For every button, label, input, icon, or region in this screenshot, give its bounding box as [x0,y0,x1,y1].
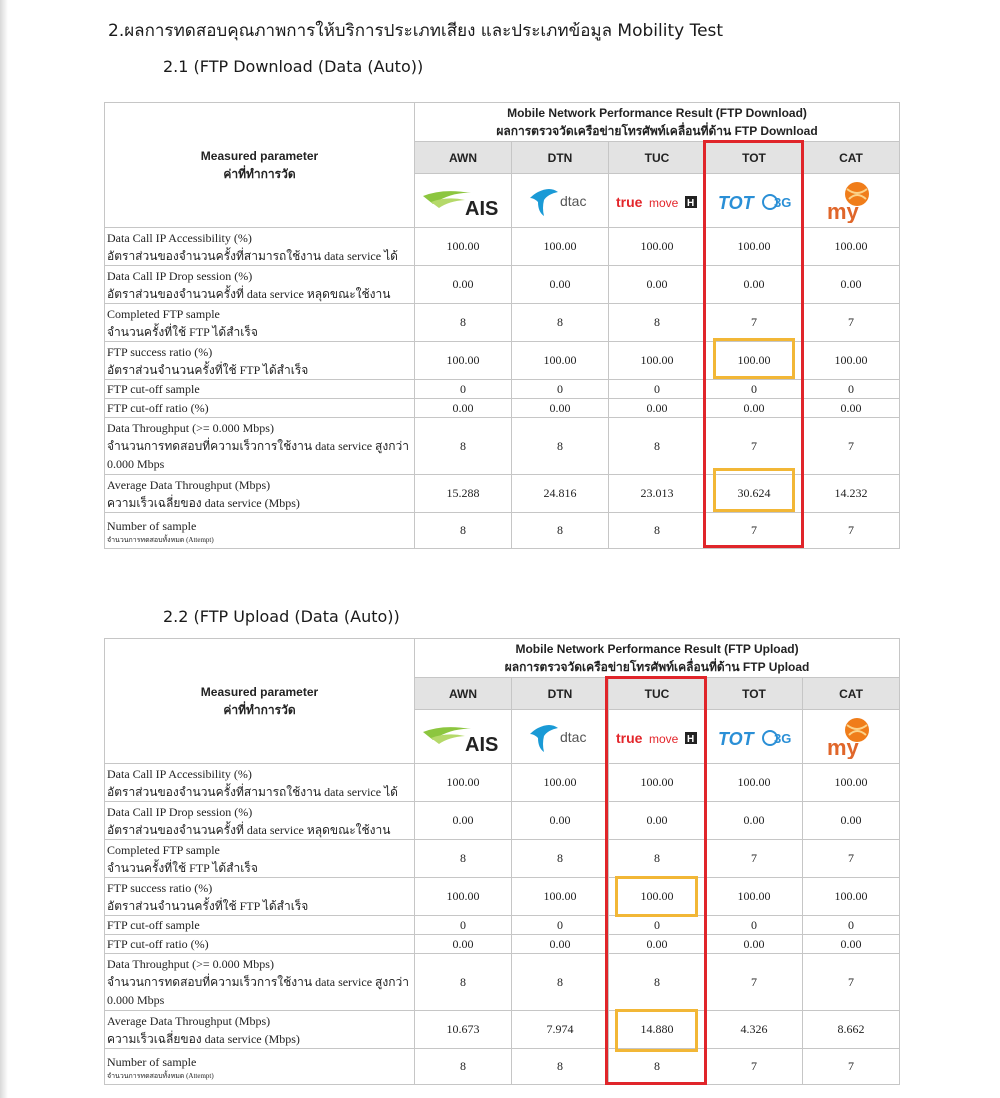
value-tuc: 0.00 [609,399,706,418]
value-tot: 0.00 [706,935,803,954]
value-tuc: 100.00 [609,228,706,266]
value-cat: 7 [803,954,900,1011]
value-dtn: 8 [512,513,609,549]
param-th-cont: 0.000 Mbps [107,993,165,1007]
subsection-title-upload: 2.2 (FTP Upload (Data (Auto)) [163,607,400,626]
highlight-tot-avg-throughput [713,468,795,512]
my-logo [803,710,900,764]
value-cat: 0.00 [803,802,900,840]
value-tot: 0.00 [706,399,803,418]
table-row [105,878,900,916]
param-en: Number of sample [107,1054,197,1069]
value-tot: 7 [706,954,803,1011]
table-row [105,764,900,802]
param-en: Data Throughput (>= 0.000 Mbps) [107,957,274,971]
value-awn: 10.673 [415,1011,512,1049]
truemove-logo [609,174,706,228]
section-heading: 2.ผลการทดสอบคุณภาพการให้บริการประเภทเสียง และประเภทข้อมูล Mobility Test [108,21,724,41]
svg-text:H: H [687,733,695,745]
param-en: FTP success ratio (%) [107,344,213,359]
value-awn: 8 [415,513,512,549]
param-th: จำนวนการทดสอบที่ความเร็วการใช้งาน data service สูงกว่า [107,975,409,989]
value-tot: 100.00 [706,228,803,266]
value-awn: 15.288 [415,475,512,513]
operator-header-cat: CAT [803,142,900,174]
svg-text:move: move [649,195,679,210]
value-awn: 100.00 [415,878,512,916]
param-cell [105,304,415,342]
value-tuc: 0.00 [609,935,706,954]
param-th: อัตราส่วนของจำนวนครั้งที่สามารถใช้งาน data service ได้ [107,784,398,799]
my-logo-icon [809,715,893,759]
param-cell [105,878,415,916]
value-dtn: 8 [512,1049,609,1085]
value-awn: 8 [415,954,512,1011]
value-cat: 100.00 [803,878,900,916]
param-cell [105,802,415,840]
param-cell [105,935,415,954]
param-th: จำนวนการทดสอบที่ความเร็วการใช้งาน data service สูงกว่า [107,439,409,453]
tot-logo-icon [712,718,796,756]
subsection-title-download: 2.1 (FTP Download (Data (Auto)) [163,57,424,76]
param-cell [105,954,415,1011]
operator-header-dtn: DTN [512,142,609,174]
param-cell [105,418,415,475]
operator-header-tuc: TUC [609,678,706,710]
value-tuc: 8 [609,1049,706,1085]
value-dtn: 100.00 [512,228,609,266]
value-cat: 7 [803,418,900,475]
operator-header-tot: TOT [706,142,803,174]
param-en: Average Data Throughput (Mbps) [107,1013,271,1028]
svg-text:dtac: dtac [560,192,587,209]
svg-text:true: true [616,193,643,210]
table-title-en: Mobile Network Performance Result (FTP Download) [507,106,807,120]
param-en: FTP cut-off sample [107,918,200,932]
value-awn: 0.00 [415,266,512,304]
value-tot: 7 [706,1049,803,1085]
svg-text:H: H [687,197,695,209]
value-tuc: 8 [609,513,706,549]
value-awn: 0.00 [415,399,512,418]
value-dtn: 0.00 [512,935,609,954]
value-dtn: 0.00 [512,399,609,418]
ais-logo-icon [421,182,505,220]
param-th: อัตราส่วนของจำนวนครั้งที่สามารถใช้งาน data service ได้ [107,248,398,263]
param-cell [105,916,415,935]
value-dtn: 8 [512,418,609,475]
value-cat: 7 [803,1049,900,1085]
value-tot: 0.00 [706,802,803,840]
param-th: ความเร็วเฉลี่ยของ data service (Mbps) [107,1031,300,1046]
value-cat: 14.232 [803,475,900,513]
measured-parameter-header [105,103,415,228]
value-tuc: 8 [609,304,706,342]
value-tot: 100.00 [706,342,803,380]
param-th: จำนวนครั้งที่ใช้ FTP ได้สำเร็จ [107,324,258,339]
operator-header-cat: CAT [803,678,900,710]
svg-text:3G: 3G [774,194,792,210]
my-logo [803,174,900,228]
value-awn: 8 [415,304,512,342]
ftp-upload-table [104,638,900,1085]
svg-text:dtac: dtac [560,728,587,745]
param-en: Data Call IP Accessibility (%) [107,766,252,781]
measured-parameter-header [105,639,415,764]
svg-text:3G: 3G [774,730,792,746]
table-row [105,1011,900,1049]
operator-header-awn: AWN [415,142,512,174]
param-en: FTP cut-off ratio (%) [107,401,209,415]
param-en: FTP cut-off sample [107,382,200,396]
param-cell [105,342,415,380]
value-tot: 7 [706,513,803,549]
value-awn: 8 [415,418,512,475]
param-en: Average Data Throughput (Mbps) [107,477,271,492]
svg-text:move: move [649,731,679,746]
value-awn: 0 [415,380,512,399]
svg-text:true: true [616,729,643,746]
table-title [415,639,900,678]
value-tuc: 8 [609,954,706,1011]
value-dtn: 0 [512,916,609,935]
value-tot: 30.624 [706,475,803,513]
value-tot: 7 [706,304,803,342]
value-dtn: 8 [512,304,609,342]
param-cell [105,840,415,878]
value-tuc: 100.00 [609,764,706,802]
param-th-small: จำนวนการทดสอบทั้งหมด (Attempt) [107,1071,214,1080]
param-cell [105,1011,415,1049]
value-dtn: 24.816 [512,475,609,513]
value-tot: 100.00 [706,878,803,916]
value-dtn: 0.00 [512,802,609,840]
param-th: อัตราส่วนของจำนวนครั้งที่ data service หลุดขณะใช้งาน [107,822,391,837]
value-dtn: 8 [512,954,609,1011]
value-dtn: 0 [512,380,609,399]
value-cat: 0.00 [803,266,900,304]
table-title-th: ผลการตรวจวัดเครือข่ายโทรศัพท์เคลื่อนที่ด้าน FTP Download [496,124,818,138]
value-cat: 7 [803,513,900,549]
truemove-logo-icon [612,182,702,220]
measured-parameter-en: Measured parameter [200,149,319,163]
value-cat: 8.662 [803,1011,900,1049]
value-awn: 8 [415,1049,512,1085]
table-row [105,916,900,935]
ais-logo-icon [421,718,505,756]
svg-text:my: my [827,198,859,223]
value-tuc: 8 [609,418,706,475]
operator-header-tuc: TUC [609,142,706,174]
ais-logo [415,174,512,228]
dtac-logo [512,174,609,228]
param-en: Data Call IP Accessibility (%) [107,230,252,245]
svg-text:AIS: AIS [465,197,499,220]
param-en: Data Throughput (>= 0.000 Mbps) [107,421,274,435]
param-en: Data Call IP Drop session (%) [107,268,253,283]
operator-header-dtn: DTN [512,678,609,710]
table-row [105,802,900,840]
value-tuc: 100.00 [609,342,706,380]
value-tuc: 100.00 [609,878,706,916]
param-th: อัตราส่วนจำนวนครั้งที่ใช้ FTP ได้สำเร็จ [107,362,309,377]
value-tuc: 0.00 [609,802,706,840]
value-cat: 100.00 [803,228,900,266]
value-cat: 0.00 [803,935,900,954]
value-cat: 0 [803,916,900,935]
svg-text:AIS: AIS [465,733,499,756]
operator-header-awn: AWN [415,678,512,710]
value-tot: 4.326 [706,1011,803,1049]
param-th-small: จำนวนการทดสอบทั้งหมด (Attempt) [107,535,214,544]
highlight-tuc-success-ratio [615,876,698,917]
value-cat: 7 [803,840,900,878]
value-tuc: 23.013 [609,475,706,513]
tot-logo [706,710,803,764]
param-cell [105,475,415,513]
table-row [105,935,900,954]
param-cell [105,266,415,304]
table-row [105,954,900,1011]
highlight-tot-success-ratio [713,338,795,379]
value-awn: 0.00 [415,802,512,840]
table-title [415,103,900,142]
measured-parameter-th: ค่าที่ทำการวัด [223,703,296,717]
value-cat: 7 [803,304,900,342]
table-title-en: Mobile Network Performance Result (FTP Upload) [515,642,799,656]
value-awn: 100.00 [415,342,512,380]
value-awn: 100.00 [415,228,512,266]
dtac-logo-icon [518,182,602,220]
page-edge-shadow [0,0,8,1098]
value-tuc: 0.00 [609,266,706,304]
param-cell [105,513,415,549]
param-cell [105,399,415,418]
value-dtn: 100.00 [512,878,609,916]
svg-text:TOT: TOT [718,728,754,749]
value-dtn: 100.00 [512,342,609,380]
value-dtn: 7.974 [512,1011,609,1049]
value-cat: 100.00 [803,342,900,380]
value-awn: 0.00 [415,935,512,954]
value-tuc: 0 [609,380,706,399]
param-th: ความเร็วเฉลี่ยของ data service (Mbps) [107,495,300,510]
value-dtn: 100.00 [512,764,609,802]
table-title-th: ผลการตรวจวัดเครือข่ายโทรศัพท์เคลื่อนที่ด้าน FTP Upload [504,660,810,674]
measured-parameter-th: ค่าที่ทำการวัด [223,167,296,181]
param-cell [105,380,415,399]
value-tot: 0 [706,916,803,935]
param-en: Data Call IP Drop session (%) [107,804,253,819]
value-tot: 7 [706,418,803,475]
param-en: FTP cut-off ratio (%) [107,937,209,951]
svg-text:TOT: TOT [718,192,754,213]
value-cat: 0 [803,380,900,399]
table-row [105,840,900,878]
value-tot: 100.00 [706,764,803,802]
param-cell [105,228,415,266]
measured-parameter-en: Measured parameter [200,685,319,699]
param-en: Completed FTP sample [107,842,220,857]
value-dtn: 8 [512,840,609,878]
dtac-logo [512,710,609,764]
value-cat: 100.00 [803,764,900,802]
value-awn: 0 [415,916,512,935]
param-th: อัตราส่วนจำนวนครั้งที่ใช้ FTP ได้สำเร็จ [107,898,309,913]
value-dtn: 0.00 [512,266,609,304]
value-tuc: 0 [609,916,706,935]
param-th-cont: 0.000 Mbps [107,457,165,471]
value-tot: 0 [706,380,803,399]
param-en: Completed FTP sample [107,306,220,321]
param-cell [105,764,415,802]
value-awn: 100.00 [415,764,512,802]
value-tot: 0.00 [706,266,803,304]
value-tot: 7 [706,840,803,878]
my-logo-icon [809,179,893,223]
value-tuc: 8 [609,840,706,878]
svg-text:my: my [827,734,859,759]
highlight-tuc-avg-throughput [615,1009,698,1052]
param-en: FTP success ratio (%) [107,880,213,895]
value-cat: 0.00 [803,399,900,418]
param-cell [105,1049,415,1085]
value-awn: 8 [415,840,512,878]
param-en: Number of sample [107,518,197,533]
param-th: อัตราส่วนของจำนวนครั้งที่ data service หลุดขณะใช้งาน [107,286,391,301]
dtac-logo-icon [518,718,602,756]
operator-header-tot: TOT [706,678,803,710]
ais-logo [415,710,512,764]
value-tuc: 14.880 [609,1011,706,1049]
param-th: จำนวนครั้งที่ใช้ FTP ได้สำเร็จ [107,860,258,875]
table-row [105,1049,900,1085]
